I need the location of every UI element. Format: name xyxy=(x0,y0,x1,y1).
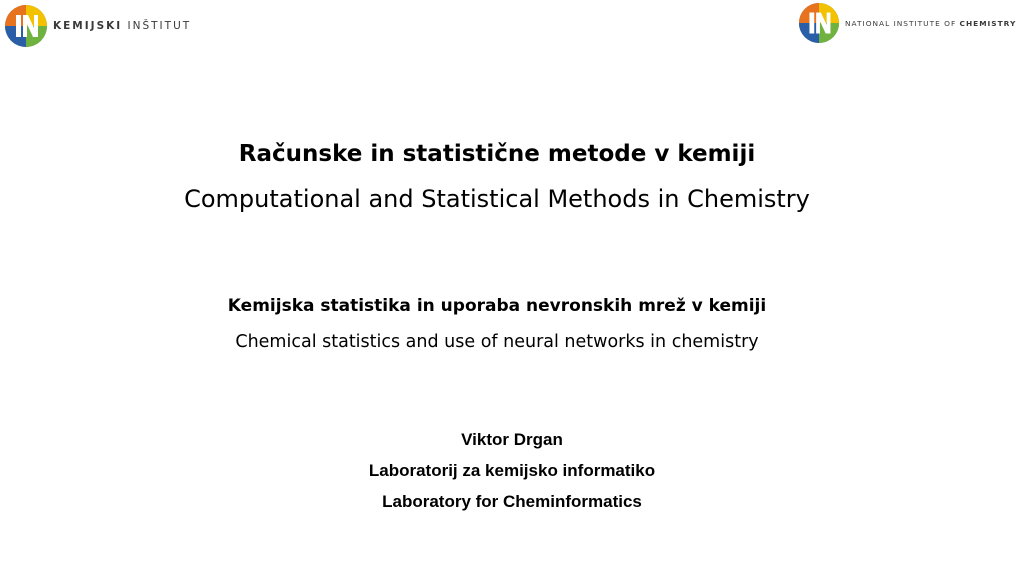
kemijski-institut-logo xyxy=(4,4,191,48)
subtitle-english: Chemical statistics and use of neural networks in chemistry xyxy=(235,332,759,352)
logo-right-text: NATIONAL INSTITUTE OF CHEMISTRY xyxy=(845,18,1017,28)
author-name: Viktor Drgan xyxy=(461,430,563,449)
national-institute-logo xyxy=(798,2,1016,44)
title-english: Computational and Statistical Methods in Chemistry xyxy=(184,185,810,213)
institute-emblem-icon xyxy=(4,4,48,48)
logo-left-text: KEMIJSKI INŠTITUT xyxy=(53,20,192,32)
subtitle-slovene: Kemijska statistika in uporaba nevronskih mrež v kemiji xyxy=(227,296,767,316)
institute-emblem-icon xyxy=(798,2,840,44)
lab-name-english: Laboratory for Cheminformatics xyxy=(382,492,642,511)
lab-name-slovene: Laboratorij za kemijsko informatiko xyxy=(368,461,656,480)
title-slovene: Računske in statistične metode v kemiji xyxy=(238,141,756,167)
